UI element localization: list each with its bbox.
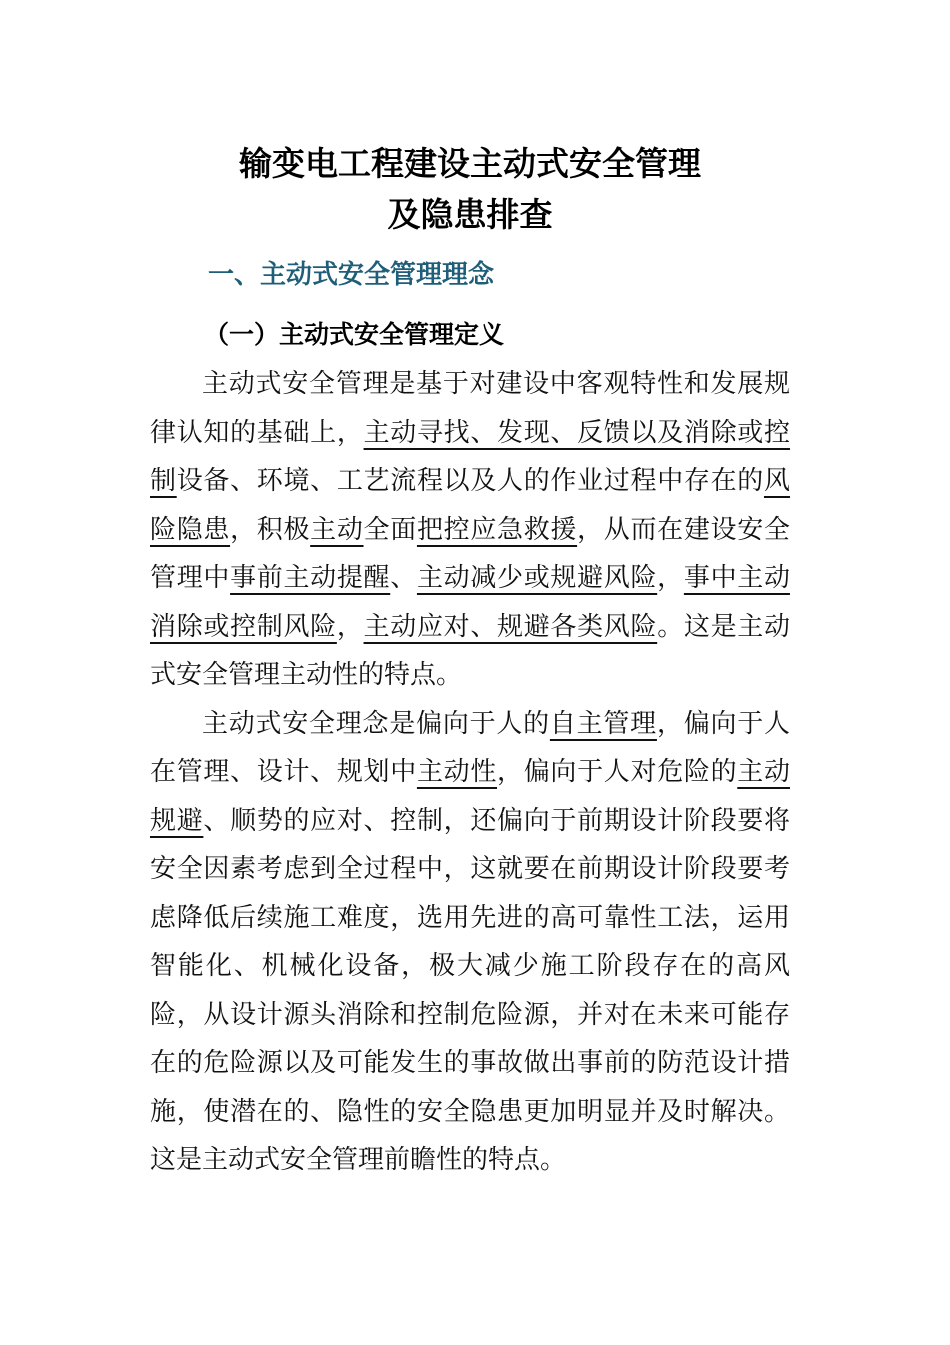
text-segment: 。这是主动式安全管理主动性的特点。: [150, 611, 790, 689]
sub-heading: （一）主动式安全管理定义: [204, 320, 505, 349]
underlined-text-segment: 事中主动消除或控制风险: [150, 563, 790, 641]
text-segment: 全面: [363, 514, 417, 544]
text-segment: 设备、环境、工艺流程以及人的作业过程中存在的: [176, 466, 764, 495]
text-segment: 主动式安全管理是基于对建设中客观特性和发展规律认知的基础上，: [150, 369, 790, 447]
underlined-text-segment: 主动规避: [150, 757, 790, 835]
paragraph: [150, 360, 790, 700]
text-segment: ，从而在建设安全管理中: [150, 514, 790, 592]
underlined-text-segment: 主动: [310, 514, 364, 544]
section-heading: 一、主动式安全管理理念: [208, 260, 495, 290]
text-segment: 、: [390, 563, 417, 592]
text-segment: ，: [336, 611, 364, 641]
underlined-text-segment: 事前主动提醒: [230, 563, 391, 592]
underlined-text-segment: 风险隐患: [150, 466, 790, 544]
document-title: [150, 138, 790, 240]
text-segment: 、顺势的应对、控制，还偏向于前期设计阶段要将安全因素考虑到全过程中，这就要在前期设计阶段要考虑降低后续施工难度，选用先进的高可靠性工法，运用智能化、机械化设备，极大减少施工阶段存在的高风险，从设计源头消除和控制危险源，并对在未来可能存在的危险源以及可能发生的事故做出事前的防范设计措施，使潜在的、隐性的安全隐患更加明显并及时解决。这是主动式安全管理前瞻性的特点。: [150, 805, 790, 1174]
text-segment: ，偏向于人在管理、设计、规划中: [150, 708, 790, 786]
underlined-text-segment: 把控应急救援: [416, 514, 578, 544]
title-line-2: 及隐患排查: [387, 195, 553, 234]
underlined-text-segment: 自主管理: [549, 708, 657, 738]
text-segment: ，偏向于人对危险的: [497, 757, 738, 786]
underlined-text-segment: 主动应对、规避各类风险: [363, 611, 658, 641]
underlined-text-segment: 主动寻找、发现、反馈以及消除或控制: [150, 417, 790, 495]
title-line-1: 输变电工程建设主动式安全管理: [239, 144, 701, 183]
text-segment: 主动式安全理念是偏向于人的: [202, 708, 550, 738]
underlined-text-segment: 主动性: [416, 757, 498, 786]
body-paragraphs: [150, 360, 790, 1185]
paragraph: [150, 700, 790, 1185]
text-segment: ，积极: [230, 514, 311, 544]
underlined-text-segment: 主动减少或规避风险: [416, 563, 658, 592]
text-segment: ，: [657, 563, 684, 592]
